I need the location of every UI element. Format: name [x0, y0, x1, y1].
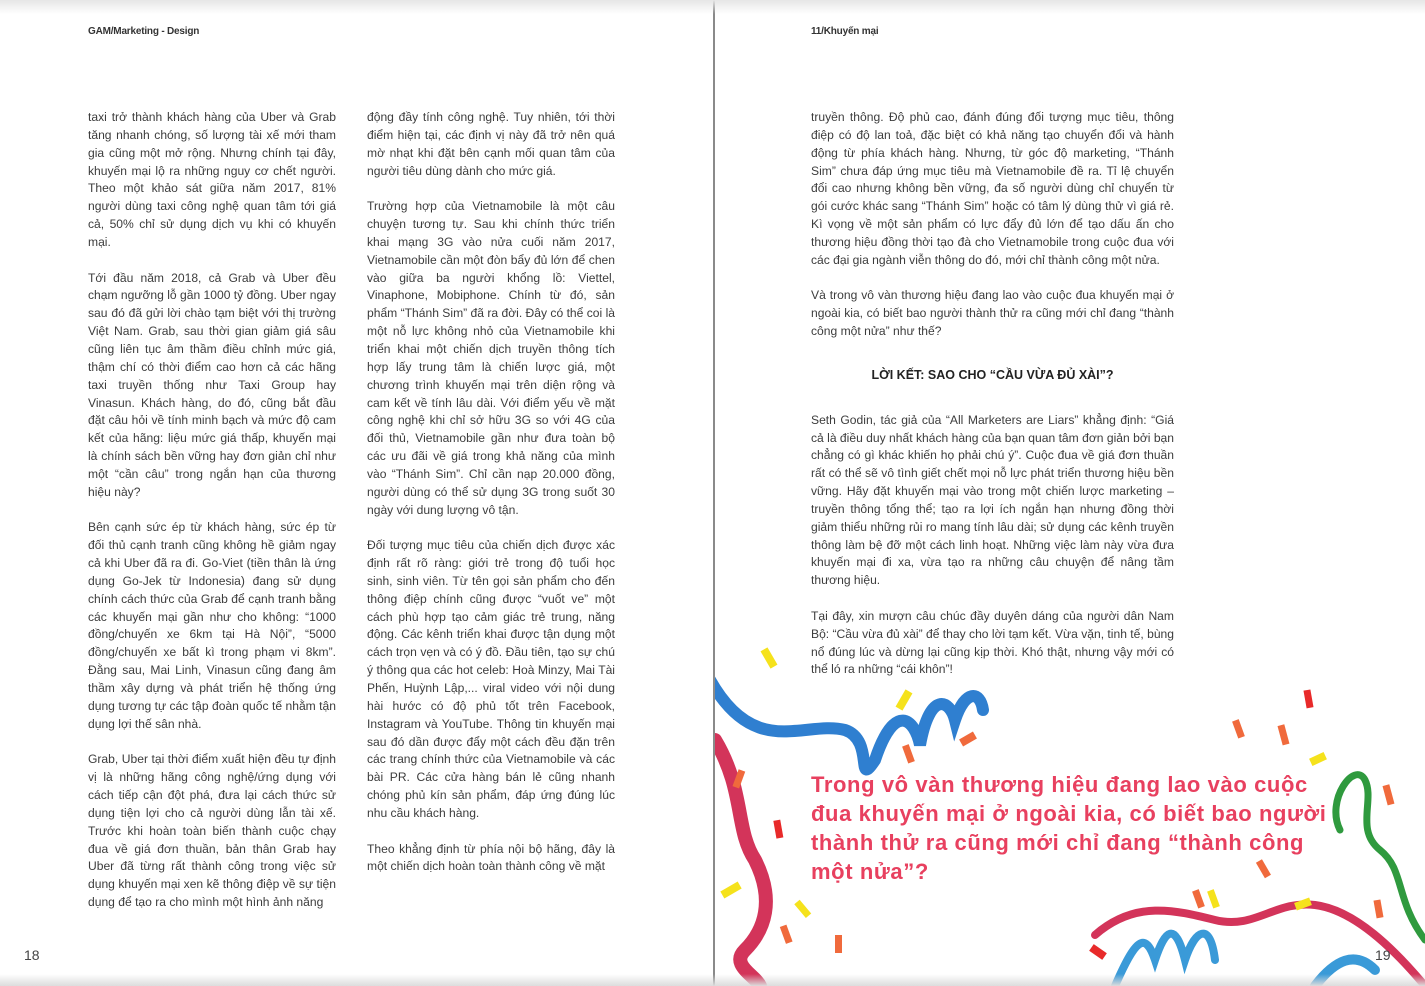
- running-header: 11/Khuyến mại: [811, 26, 879, 37]
- paragraph: truyền thông. Độ phủ cao, đánh đúng đối tượng mục tiêu, thông điệp có độ lan toả, đặc biệt có khả năng tạo chuyển đổi và hành động từ phía khách hàng. Nhưng, từ góc độ marketing, “Thánh Sim” chưa đáp ứng mục tiêu mà Vietnamobile đề ra. Tỉ lệ chuyển đổi cao nhưng không bền vững, đa số người dùng chỉ chuyển từ gói cước khác sang “Thánh Sim” hoặc có tâm lý dùng thử vì giá rẻ. Kì vọng về một sản phẩm có lực đẩy đủ lớn để tạo dấu ấn cho thương hiệu đồng thời tạo đà cho Vietnamobile trong cuộc đua với các đại gia ngành viễn thông do đó, mới chỉ thành công một nửa.: [811, 110, 1174, 267]
- paragraph: động đầy tính công nghệ. Tuy nhiên, tới thời điểm hiện tại, các định vị này đã trở nên quá mờ nhạt khi đặt bên cạnh mối quan tâm của người tiêu dùng dành cho mức giá.: [367, 110, 615, 178]
- paragraph: Trường hợp của Vietnamobile là một câu chuyện tương tự. Sau khi chính thức triển khai mạng 3G vào nửa cuối năm 2017, Vietnamobile cần một đòn bẩy đủ lớn để chen vào giữa ba người khổng lồ: Viettel, Vinaphone, Mobiphone. Chính từ đó, sản phẩm “Thánh Sim” đã ra đời. Đây có thể coi là một nỗ lực không nhỏ của Vietnamobile khi triển khai một chiến dịch truyền thông tích hợp lấy trung tâm là chiến lược giá, một chương trình khuyến mại trên diện rộng và cam kết về tính lâu dài. Với điểm yếu về mặt công nghệ khi chỉ sở hữu 3G so với 4G của đối thủ, Vietnamobile gần như đưa toàn bộ các ưu đãi về giá trong khả năng của mình vào “Thánh Sim”. Chỉ cần nạp 20.000 đồng, người dùng có thể sử dụng 3G trong suốt 30 ngày với dung lượng vô tận.: [367, 199, 615, 517]
- section-heading: LỜI KẾT: SAO CHO “CẦU VỪA ĐỦ XÀI”?: [871, 367, 1114, 382]
- page-number: 18: [24, 947, 40, 963]
- right-page: [715, 0, 1425, 986]
- paragraph: Và trong vô vàn thương hiệu đang lao vào cuộc đua khuyến mại ở ngoài kia, có biết bao người thành thử ra cũng mới chỉ đang “thành công một nửa” như thế?: [811, 288, 1174, 339]
- paragraph: Bên cạnh sức ép từ khách hàng, sức ép từ đối thủ cạnh tranh cũng không hề giảm ngay cả khi Uber đã ra đi. Go-Viet (tiền thân là ứng dụng Go-Jek từ Indonesia) đang sử dụng chính cách thức của Grab để cạnh tranh bằng các khuyến mại gần như cho không: “1000 đồng/chuyến xe 6km tại Hà Nội”, “5000 đồng/chuyến xe bất kì trong phạm vi 8km”. Đằng sau, Mai Linh, Vinasun cũng đang âm thầm xây dựng và phát triển hệ thống ứng dụng tương tự các tập đoàn quốc tế nhằm tận dụng lợi thế sân nhà.: [88, 520, 336, 731]
- pull-quote: Trong vô vàn thương hiệu đang lao vào cuộc đua khuyến mại ở ngoài kia, có biết bao người thành thử ra cũng mới chỉ đang “thành công một nửa”?: [811, 772, 1327, 884]
- paragraph: Tại đây, xin mượn câu chúc đầy duyên dáng của người dân Nam Bộ: “Cầu vừa đủ xài” để thay cho lời tạm kết. Vừa vặn, tinh tế, bùng nổ đúng lúc và dừng lại cũng kịp thời. Khó thật, nhưng vậy mới có thể ló ra những “cái khôn”!: [811, 608, 1174, 677]
- paragraph: taxi trở thành khách hàng của Uber và Grab tăng nhanh chóng, số lượng tài xế mới tham gia cũng một mở rộng. Nhưng chính tại đây, khuyến mại lộ ra những nguy cơ chết người. Theo một khảo sát giữa năm 2017, 81% người dùng taxi công nghệ quan tâm tới giá cả, 50% chỉ sử dụng dịch vụ khi có khuyến mại.: [88, 110, 336, 249]
- bottom-shadow: [0, 974, 1425, 986]
- paragraph: Grab, Uber tại thời điểm xuất hiện đều tự định vị là những hãng công nghệ/ứng dụng với cách tiếp cận đột phá, đưa lại cách thức sử dụng tiện lợi cho cả người dùng lẫn tài xế. Trước khi hoàn toàn biến thành cuộc chạy đua về giá đơn thuần, bản thân Grab hay Uber đã từng rất thành công trong việc sử dụng khuyến mại xen kẽ thông điệp về sự tiện dụng để tạo ra cho mình một hình ảnh năng: [88, 752, 336, 910]
- running-header: GAM/Marketing - Design: [88, 26, 200, 37]
- column-1: [88, 109, 336, 930]
- column-2: [367, 109, 615, 894]
- paragraph: Tới đầu năm 2018, cả Grab và Uber đều chạm ngưỡng lỗ gần 1000 tỷ đồng. Uber ngay sau đó đã gửi lời chào tạm biệt với thị trường Việt Nam. Grab, sau thời gian giảm giá sâu cũng liên tục âm thầm điều chỉnh mức giá, thậm chí có thời điểm cao hơn cả các hãng taxi truyền thống như Taxi Group hay Vinasun. Khách hàng, do đó, cũng bắt đầu đặt câu hỏi về tính minh bạch và mức độ cam kết của hãng: liệu mức giá thấp, khuyến mại là chính sách bền vững hay đơn giản chỉ như một “cần câu” trong ngắn hạn của thương hiệu này?: [88, 270, 336, 499]
- page-number: 19: [1375, 947, 1391, 963]
- paragraph: Theo khẳng định từ phía nội bộ hãng, đây là một chiến dịch hoàn toàn thành công về mặt: [367, 841, 615, 874]
- paragraph: Seth Godin, tác giả của “All Marketers are Liars” khẳng định: “Giá cả là điều duy nhất khách hàng của bạn quan tâm đơn giản bởi bạn chẳng có gì khác khiến họ phải chú ý”. Cuộc đua về giá đơn thuần rất có thể sẽ vô tình giết chết mọi nỗ lực phát triển thương hiệu bền vững. Hãy đặt khuyến mại vào trong một chiến lược marketing – truyền thông tổng thể; tạo ra lợi ích ngắn hạn nhưng đồng thời giảm thiểu những rủi ro mang tính lâu dài; sử dụng các kênh truyền thông làm bệ đỡ một cách linh hoạt. Những việc làm này vừa đưa khuyến mại đi xa, vừa tạo ra những câu chuyện để nâng tầm thương hiệu.: [811, 412, 1174, 588]
- paragraph: Đối tượng mục tiêu của chiến dịch được xác định rất rõ ràng: giới trẻ trong độ tuổi học sinh, sinh viên. Từ tên gọi sản phẩm cho đến thông điệp chính cũng được “vuốt ve” một cách phù hợp tạo cảm giác trẻ trung, năng động. Các kênh triển khai được tận dụng một cách trọn vẹn và có ý đồ. Đầu tiên, tạo sự chú ý thông qua các hot celeb: Hoà Minzy, Mai Tài Phến, Huỳnh Lập,... viral video với nội dung hài hước có độ phủ tốt trên Facebook, Instagram và YouTube. Thông tin khuyến mại sau đó dần được đẩy một cách đều đặn trên các trang chính thức của Vietnamobile và các bài PR. Các cửa hàng bán lẻ cũng nhanh chóng phủ kín sản phẩm, đáp ứng đúng lúc nhu cầu khách hàng.: [367, 538, 615, 820]
- right-column: [811, 109, 1174, 697]
- top-shadow: [0, 0, 1425, 14]
